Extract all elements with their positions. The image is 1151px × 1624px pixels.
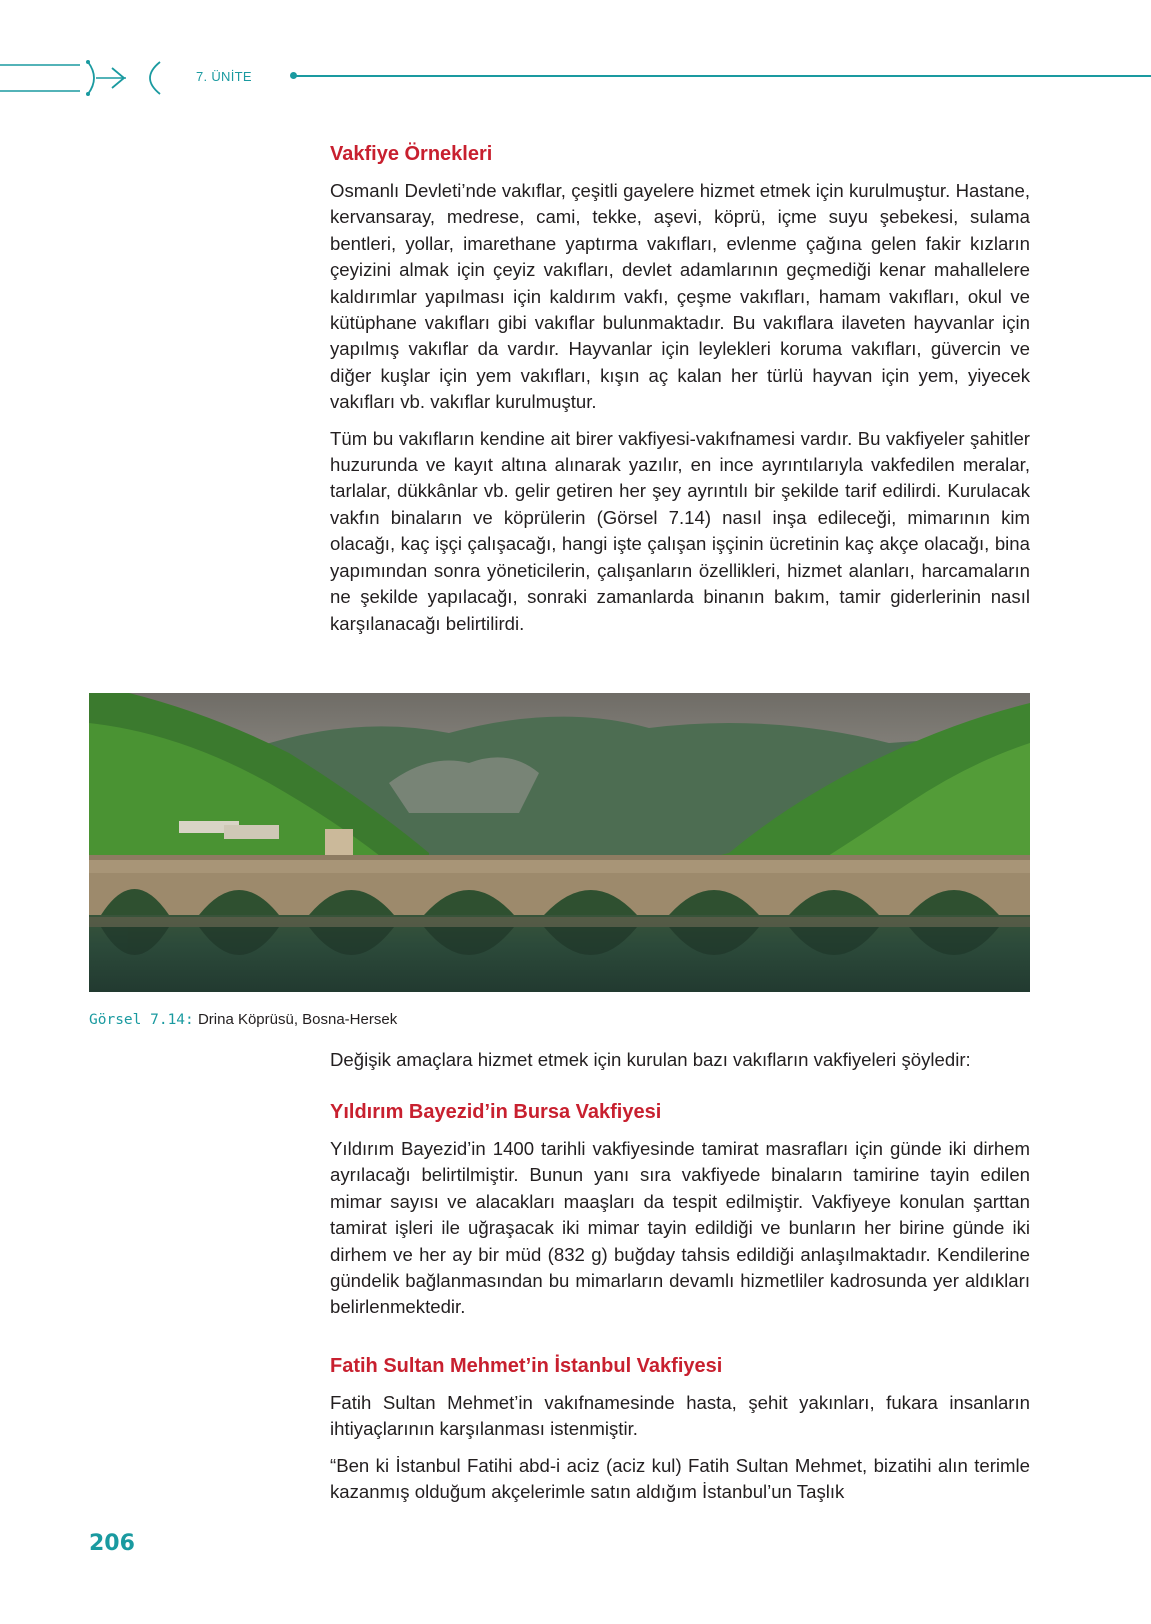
header-rule bbox=[292, 75, 1151, 77]
section-title: Vakfiye Örnekleri bbox=[330, 143, 493, 165]
section-vakfiye-ornekleri bbox=[330, 143, 1030, 637]
bridge-photo bbox=[89, 693, 1030, 992]
intro-block bbox=[330, 1047, 1030, 1073]
intro-paragraph: Değişik amaçlara hizmet etmek için kurulan bazı vakıfların vakfiyeleri şöyledir: bbox=[330, 1049, 971, 1070]
paragraph: Osmanlı Devleti’nde vakıflar, çeşitli gayelere hizmet etmek için kurulmuştur. Hastane, kervansaray, medrese, cami, tekke, aşevi, köprü, içme suyu şebekesi, sulama bentleri, yollar, imarethane yaptırma vakıfları, evlenme çağına gelen fakir kızların çeyizini almak için çeyiz vakıfları, devlet adamlarının geçmediği kenar mahallelere kaldırımlar yapılması için kaldırım vakfı, çeşme vakıfları, hamam vakıfları, okul ve kütüphane vakıfları gibi vakıflar bulunmaktadır. Bu vakıflara ilaveten hayvanlar için yapılmış vakıflar da vardır. Hayvanlar için leylekleri koruma vakıfları, güvercin ve diğer kuşlar için yem vakıfları, kışın aç kalan her türlü hayvan için yem, yiyecek vakıfları vb. vakıflar kurulmuştur. bbox=[330, 180, 1030, 413]
figure-caption bbox=[89, 1011, 397, 1028]
section-bayezid bbox=[330, 1101, 1030, 1321]
paragraph: Fatih Sultan Mehmet’in vakıfnamesinde hasta, şehit yakınları, fukara insanların ihtiyaçlarının karşılanması istenmiştir. bbox=[330, 1392, 1030, 1440]
caption-text: Drina Köprüsü, Bosna-Hersek bbox=[197, 1011, 398, 1028]
unit-label: 7. ÜNİTE bbox=[196, 69, 252, 84]
page-number: 206 bbox=[89, 1531, 135, 1556]
section-title: Fatih Sultan Mehmet’in İstanbul Vakfiyesi bbox=[330, 1355, 723, 1377]
caption-label: Görsel 7.14: bbox=[89, 1012, 194, 1028]
section-title: Yıldırım Bayezid’in Bursa Vakfiyesi bbox=[330, 1101, 662, 1123]
paragraph: “Ben ki İstanbul Fatihi abd-i aciz (aciz kul) Fatih Sultan Mehmet, bizatihi alın terimle kazanmış olduğum akçelerimle satın aldığım İstanbul’un Taşlık bbox=[330, 1454, 1030, 1503]
paragraph: Tüm bu vakıfların kendine ait birer vakfiyesi-vakıfnamesi vardır. Bu vakfiyeler şahitler huzurunda ve kayıt altına alınarak yazılır, en ince ayrıntılarıyla vakfedilen meralar, tarlalar, dükkânlar vb. gelir getiren her şey ayrıntılı bir şekilde tarif edilirdi. Kurulacak vakfın binaların ve köprülerin (Görsel 7.14) nasıl inşa edileceği, mimarının kim olacağı, kaç işçi çalışacağı, hangi işte çalışan işçinin ücretinin kaç akçe olacağı, bina yapımından sonra yöneticilerin, çalışanların özellikleri, hizmet alanları, harcamaların ne şekilde yapılacağı, sonraki zamanlarda binanın bakım, tamir giderlerinin nasıl karşılanacağı belirtilirdi. bbox=[330, 427, 1030, 634]
header-ornament bbox=[0, 58, 170, 98]
section-fatih bbox=[330, 1355, 1030, 1506]
paragraph: Yıldırım Bayezid’in 1400 tarihli vakfiyesinde tamirat masrafları için günde iki dirhem ayrılacağı belirtilmiştir. Bunun yanı sıra vakfiyede binaların tamirine tayin edilen mimar sayısı ve alacakları maaşları da tespit edilmiştir. Vakfiyeye konulan şarttan tamirat işleri ile uğraşacak iki mimar tayin edildiği ve bunların her birine günde iki dirhem ve her ay bir müd (832 g) buğday tahsis edildiği anlaşılmaktadır. Kendilerine gündelik bağlanmasından bu mimarların devamlı hizmetliler kadrosunda yer aldıkları belirlenmektedir. bbox=[330, 1138, 1030, 1318]
